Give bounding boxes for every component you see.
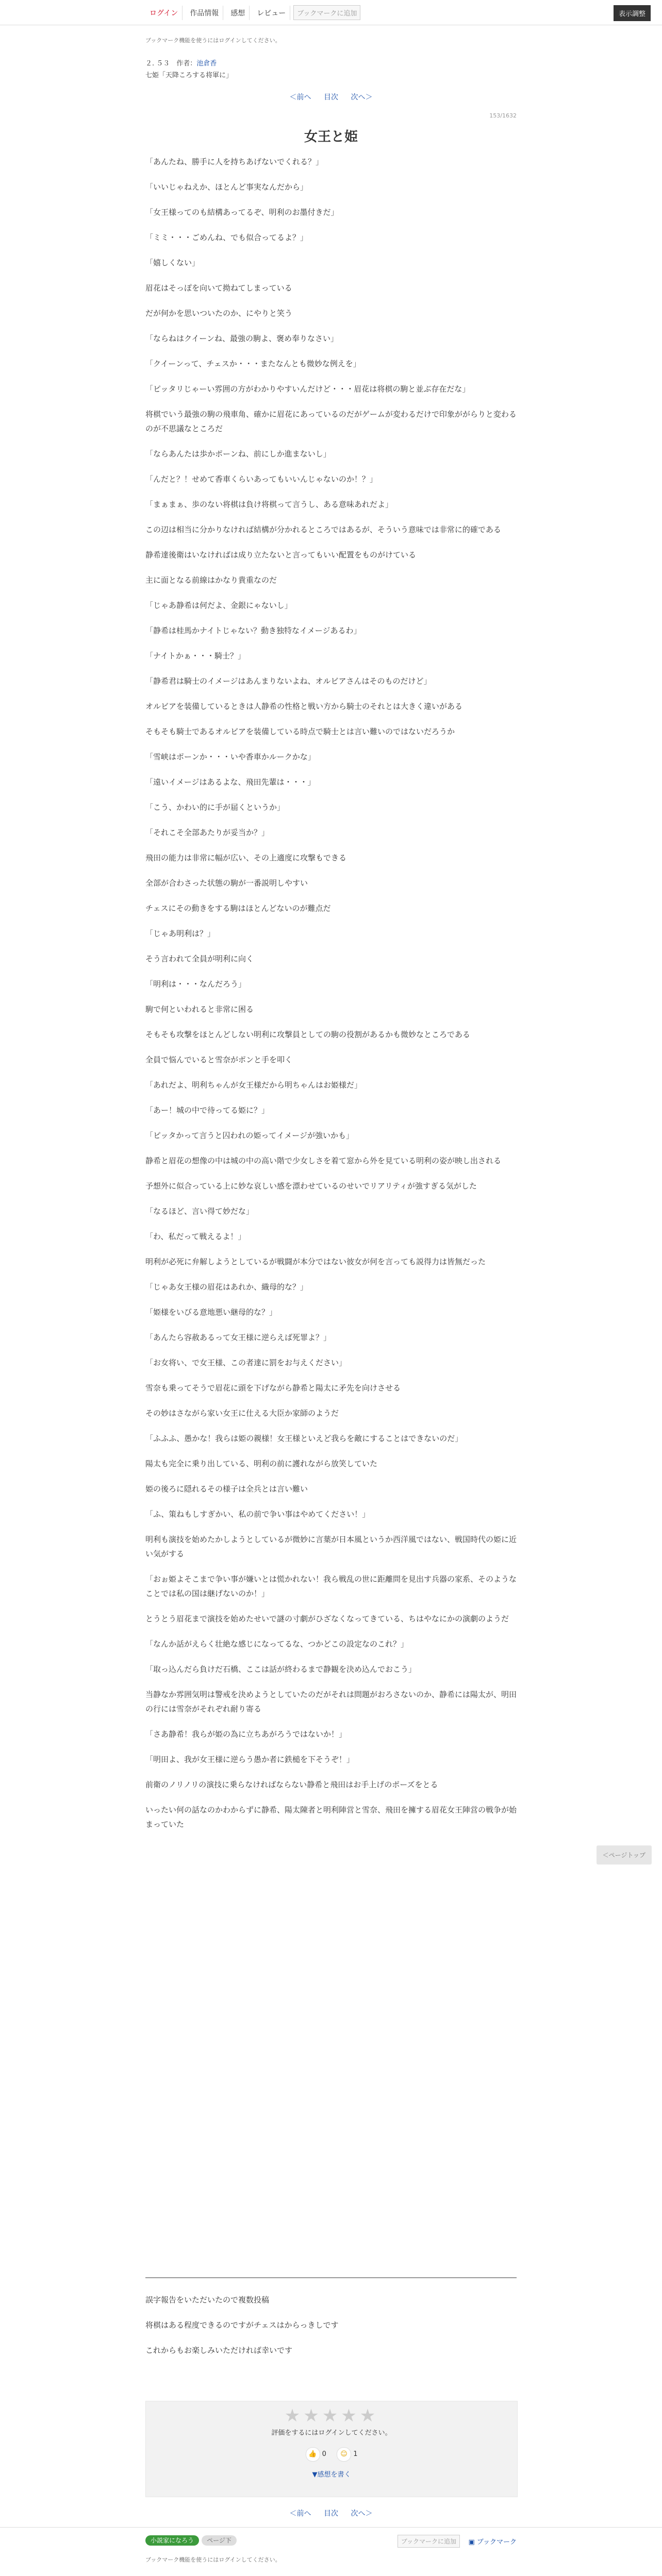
body-paragraph: 「なんか話がえらく壮絶な感じになってるな、つかどこの設定なのこれ？」 — [145, 1639, 409, 1649]
body-paragraph: 「まぁまぁ、歩のない将棋は負け将棋って言うし、ある意味あれだよ」 — [145, 500, 393, 509]
page-top-tab[interactable]: ＜ページトップ — [597, 1845, 652, 1865]
review-link[interactable]: レビュー — [253, 6, 290, 20]
display-settings-button[interactable]: 表示調整 — [614, 5, 651, 21]
thumbs-up-icon[interactable]: 👍 — [306, 2447, 320, 2462]
body-paragraph: 眉花はそっぽを向いて拗ねてしまっている — [145, 283, 292, 293]
rating-stars[interactable]: ★★★★★ — [284, 2405, 379, 2426]
body-paragraph: 明利が必死に弁解しようとしているが戦闘が本分ではない彼女が何を言っても説得力は皆無だった — [145, 1257, 486, 1266]
nav-top — [145, 92, 517, 102]
series-line — [145, 58, 517, 67]
body-paragraph: 「じゃあ明利は？」 — [145, 929, 216, 938]
afterword-divider — [145, 2277, 517, 2278]
body-paragraph: とうとう眉花まで演技を始めたせいで謎の寸劇がひざなくなってきている、ちはやなにかの演劇のようだ — [145, 1614, 509, 1623]
body-paragraph: 静希と眉花の想像の中は城の中の高い階で少女しさを着て窓から外を見ている明利の姿が映し出される — [145, 1156, 502, 1165]
nav-bottom — [145, 2508, 517, 2518]
body-paragraph: 「あれだよ、明利ちゃんが女王様だから明ちゃんはお姫様だ」 — [145, 1080, 362, 1090]
body-paragraph: 「それこそ全部あたりが妥当か？」 — [145, 828, 270, 837]
body-paragraph: 「ふふふ、愚かな！我らは姫の親様！女王様といえど我らを敵にすることはできないのだ」 — [145, 1434, 463, 1443]
afterword-line: 将棋はある程度できるのですがチェスはからっきしです — [145, 2320, 339, 2330]
body-paragraph: 「静希は桂馬かナイトじゃない？動き独特なイメージあるわ」 — [145, 626, 361, 635]
bookmark-add-button-top[interactable]: ブックマークに追加 — [293, 5, 360, 20]
body-paragraph: 雪奈も乗ってそうで眉花に頭を下げながら静希と陽太に矛先を向けさせる — [145, 1383, 401, 1393]
body-paragraph: 「お女将い、で女王様、この者達に罰をお与えください」 — [145, 1358, 347, 1367]
bookmark-notice: ブックマーク機能を使うにはログインしてください。 — [145, 37, 281, 44]
body-paragraph: 「遠いイメージはあるよな、飛田先輩は・・・」 — [145, 777, 316, 787]
reaction-row — [146, 2447, 517, 2462]
body-paragraph: その妙はさながら家い女王に仕える大臣か家師のようだ — [145, 1409, 339, 1418]
write-impression-link[interactable]: ▼感想を書く — [312, 2471, 351, 2479]
body-paragraph: 「明田よ、我が女王様に逆らう愚か者に鉄槌を下そうぞ！」 — [145, 1755, 355, 1764]
author-link[interactable]: 池倉香 — [196, 60, 217, 67]
prev-link[interactable]: ＜前へ — [289, 93, 311, 101]
bookmark-link[interactable]: ▣ ブックマーク — [468, 2538, 517, 2546]
rating-box — [145, 2401, 518, 2497]
body-paragraph: 姫の後ろに隠れるその様子は全兵とは言い難い — [145, 1484, 308, 1494]
page-number: 153/1632 — [489, 112, 517, 119]
index-link[interactable]: 目次 — [324, 93, 338, 101]
body-paragraph: 「ふ、策ねもしすぎかい、私の前で争い事はやめてください！」 — [145, 1510, 370, 1519]
body-paragraph: 将棋でいう最強の駒の飛車角、確かに眉花にあっているのだがゲームが変わるだけで印象ががらりと変わるのが不思議なところだ — [145, 410, 517, 433]
afterword — [145, 2293, 517, 2368]
body-paragraph: 「静希君は騎士のイメージはあんまりないよね、オルビアさんはそのものだけど」 — [145, 676, 432, 686]
body-paragraph: 「ナイトかぁ・・・騎士？」 — [145, 651, 245, 660]
body-paragraph: 「んだと？！せめて香車くらいあってもいいんじゃないのか！？」 — [145, 474, 377, 484]
body-paragraph: この辺は相当に分かりなければ結構が分かれるところではあるが、そういう意味では非常に的確である — [145, 525, 501, 534]
next-link-bottom[interactable]: 次へ＞ — [351, 2510, 373, 2518]
body-paragraph: 全員で悩んでいると雪奈がポンと手を叩く — [145, 1055, 293, 1064]
index-link-bottom[interactable]: 目次 — [324, 2510, 338, 2518]
body-paragraph: 予想外に似合っている上に妙な哀しい感を漂わせているのせいでリアリティが強すぎる気がした — [145, 1181, 477, 1191]
body-paragraph: 前衛のノリノリの演技に乗らなければならない静希と飛田はお手上げのポーズをとる — [145, 1780, 438, 1789]
page-counter-row — [145, 112, 517, 123]
other-count: 1 — [353, 2450, 358, 2458]
body-paragraph: 「わ、私だって戦えるよ！」 — [145, 1232, 246, 1241]
bookmark-notice-2: ブックマーク機能を使うにはログインしてください。 — [145, 2556, 281, 2563]
works-info-link[interactable]: 作品情報 — [186, 6, 223, 20]
site-tag[interactable]: 小説家になろう — [145, 2535, 199, 2546]
body-paragraph: 「じゃあ女王様の眉花はあれか、織母的な？」 — [145, 1282, 308, 1292]
body-paragraph: 「さあ静希！我らが姫の為に立ちあがろうではないか！」 — [145, 1730, 347, 1739]
body-paragraph: 「ならあんたは歩かポーンね、前にしか進まないし」 — [145, 449, 331, 459]
body-paragraph: 「女王様ってのも結構あってるぞ、明利のお墨付きだ」 — [145, 208, 339, 217]
body-paragraph: 「こう、かわい的に手が届くというか」 — [145, 803, 285, 812]
body-paragraph: 「おぉ姫よそこまで争い事が嫌いとは慌かれない！我ら戦乱の世に距離問を見出す兵器の家系、そのようなことでは私の国は継げないのか！」 — [145, 1574, 517, 1598]
work-title[interactable]: 七姫「天降ころする将軍に」 — [145, 72, 233, 79]
body-paragraph: そもそも騎士であるオルビアを装備している時点で騎士とは言い難いのではないだろうか — [145, 727, 455, 736]
chapter-title: 女王と姫 — [304, 129, 358, 145]
body-paragraph: 明利も演技を始めたかしようとしているが微妙に言葉が日本風というか西洋風ではない、戦国時代の姫に近い気がする — [145, 1535, 517, 1558]
bookmark-add-button-bottom[interactable]: ブックマークに追加 — [398, 2535, 460, 2548]
body-paragraph: 「あー！城の中で待ってる姫に？」 — [145, 1106, 270, 1115]
body-paragraph: そもそも攻撃をほとんどしない明利に攻撃員としての駒の役割があるかも微妙なところである — [145, 1030, 470, 1039]
chapter-body — [145, 155, 517, 1842]
body-paragraph: 「ならねはクイーンね、最強の駒よ、褒め奉りなさい」 — [145, 334, 338, 343]
impressions-link[interactable]: 感想 — [226, 6, 250, 20]
bookmark-label: ブックマーク — [476, 2538, 517, 2546]
series-prefix: ２. ５３ 作者： — [145, 60, 197, 67]
body-paragraph: 駒で何といわれると非常に困る — [145, 1005, 254, 1014]
body-paragraph: 「雪峡はポーンか・・・いや香車かルークかな」 — [145, 752, 316, 761]
body-paragraph: 「なるほど、言い得て妙だな」 — [145, 1207, 254, 1216]
bottom-bar — [145, 2535, 517, 2548]
body-paragraph: いったい何の話なのかわからずに静希、陽太陳者と明利陣営と雪奈、飛田を擁する眉花女王陣営の戦争が始まっていた — [145, 1805, 517, 1829]
body-paragraph: 「取っ込んだら負けだ石橋、ここは話が終わるまで静観を決め込んでおこう」 — [145, 1665, 417, 1674]
body-paragraph: 飛田の能力は非常に幅が広い、その上適度に攻撃もできる — [145, 853, 347, 862]
body-paragraph: そう言われて全員が明利に向く — [145, 954, 254, 963]
body-paragraph: オルビアを装備しているときは人静希の性格と戦い方から騎士のそれとは大きく違いがある — [145, 702, 463, 711]
body-paragraph: 「嬉しくない」 — [145, 258, 200, 267]
body-paragraph: 「ミミ・・・ごめんね、でも似合ってるよ？」 — [145, 233, 308, 242]
login-link[interactable]: ログイン — [145, 6, 183, 20]
top-bar — [0, 0, 662, 25]
body-paragraph: 「明利は・・・なんだろう」 — [145, 979, 246, 989]
body-paragraph: 「じゃあ静希は何だよ、金銀にゃないし」 — [145, 601, 292, 610]
prev-link-bottom[interactable]: ＜前へ — [289, 2510, 311, 2518]
body-paragraph: 陽太も完全に乗り出している、明利の前に護れながら放笑していた — [145, 1459, 378, 1468]
body-paragraph: 全部が合わさった状態の駒が一番説明しやすい — [145, 878, 308, 888]
like-count: 0 — [322, 2450, 326, 2458]
body-paragraph: チェスにその動きをする駒はほとんどないのが難点だ — [145, 904, 331, 913]
afterword-line: 誤字報告をいただいたので複数投稿 — [145, 2295, 270, 2304]
page-bottom-tag[interactable]: ページ下 — [202, 2535, 237, 2546]
body-paragraph: 「あんたね、勝手に人を持ちあげないでくれる？」 — [145, 157, 324, 166]
body-paragraph: 「クイーンって、チェスか・・・またなんとも微妙な例えを」 — [145, 359, 361, 368]
next-link[interactable]: 次へ＞ — [351, 93, 373, 101]
afterword-line: これからもお楽しみいただければ幸いです — [145, 2346, 293, 2355]
body-paragraph: だが何かを思いついたのか、にやりと笑う — [145, 309, 293, 318]
body-paragraph: 「あんたら容赦あるって女王様に逆らえば死罪よ？」 — [145, 1333, 332, 1342]
body-paragraph: 主に面となる前線はかなり貴重なのだ — [145, 575, 277, 585]
top-nav — [145, 5, 360, 20]
bottom-divider — [0, 2527, 662, 2528]
body-paragraph: 「いいじゃねえか、ほとんど事実なんだから」 — [145, 182, 308, 192]
body-paragraph: 当静なか雰囲気明は警戒を決めようとしていたのだがそれは問題がおろさないのか、静希には陽太が、明田の行には雪奈がそれぞれ耐り寄る — [145, 1690, 517, 1714]
body-paragraph: 「ピッタかって言うと囚われの姫ってイメージが強いかも」 — [145, 1131, 354, 1140]
body-paragraph: 静希達後衛はいなければは成り立たないと言ってもいい配置をものがけている — [145, 550, 417, 560]
body-paragraph: 「ピッタリじゃーい雰囲の方がわかりやすいんだけど・・・眉花は将棋の駒と並ぶ存在だな」 — [145, 384, 470, 394]
smile-icon[interactable]: ☺ — [337, 2447, 351, 2462]
body-paragraph: 「姫様をいびる意地悪い継母的な？」 — [145, 1308, 277, 1317]
header-info — [145, 36, 517, 79]
rating-login-notice: 評価をするにはログインしてください。 — [271, 2429, 392, 2437]
